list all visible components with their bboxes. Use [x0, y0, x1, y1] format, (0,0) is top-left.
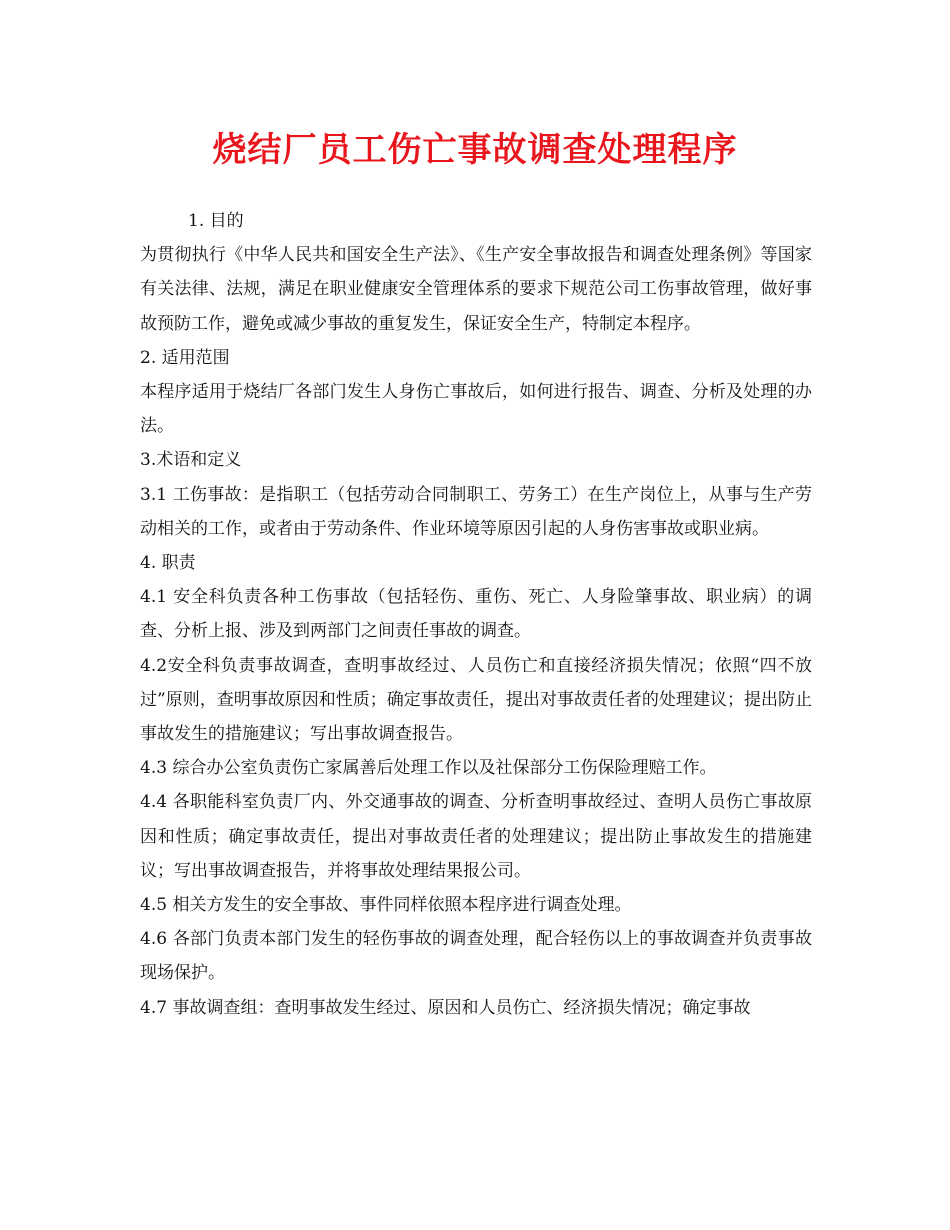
paragraph-purpose: 为贯彻执行《中华人民共和国安全生产法》、《生产安全事故报告和调查处理条例》等国家有关法律、法规，满足在职业健康安全管理体系的要求下规范公司工伤事故管理，做好事故预防工作，避免或减少事故的重复发生，保证安全生产，特制定本程序。: [140, 245, 812, 334]
paragraph-scope: 本程序适用于烧结厂各部门发生人身伤亡事故后，如何进行报告、调查、分析及处理的办法。: [140, 382, 812, 437]
paragraph-4-4: 4.4 各职能科室负责厂内、外交通事故的调查、分析查明事故经过、查明人员伤亡事故原因和性质；确定事故责任，提出对事故责任者的处理建议；提出防止事故发生的措施建议；写出事故调查报告，并将事故处理结果报公司。: [140, 792, 812, 881]
paragraph-3-1: 3.1 工伤事故：是指职工（包括劳动合同制职工、劳务工）在生产岗位上，从事与生产劳动相关的工作，或者由于劳动条件、作业环境等原因引起的人身伤害事故或职业病。: [140, 484, 812, 539]
section-heading-duties: 4. 职责: [140, 553, 196, 574]
paragraph-4-3: 4.3 综合办公室负责伤亡家属善后处理工作以及社保部分工伤保险理赔工作。: [140, 758, 717, 779]
section-heading-scope: 2. 适用范围: [140, 347, 230, 368]
paragraph-4-5: 4.5 相关方发生的安全事故、事件同样依照本程序进行调查处理。: [140, 895, 632, 916]
paragraph-4-1: 4.1 安全科负责各种工伤事故（包括轻伤、重伤、死亡、人身险肇事故、职业病）的调查、分析上报、涉及到两部门之间责任事故的调查。: [140, 587, 812, 642]
paragraph-4-2: 4.2安全科负责事故调查，查明事故经过、人员伤亡和直接经济损失情况；依照“四不放过”原则，查明事故原因和性质；确定事故责任，提出对事故责任者的处理建议；提出防止事故发生的措施建议；写出事故调查报告。: [140, 655, 812, 745]
document-body: [140, 204, 812, 1025]
section-heading-terms: 3.术语和定义: [140, 450, 242, 471]
paragraph-4-6: 4.6 各部门负责本部门发生的轻伤事故的调查处理，配合轻伤以上的事故调查并负责事故现场保护。: [140, 929, 812, 984]
document-title: 烧结厂员工伤亡事故调查处理程序: [212, 130, 738, 170]
section-heading-purpose: 1. 目的: [188, 211, 244, 231]
paragraph-4-7: 4.7 事故调查组：查明事故发生经过、原因和人员伤亡、经济损失情况；确定事故: [140, 997, 751, 1018]
